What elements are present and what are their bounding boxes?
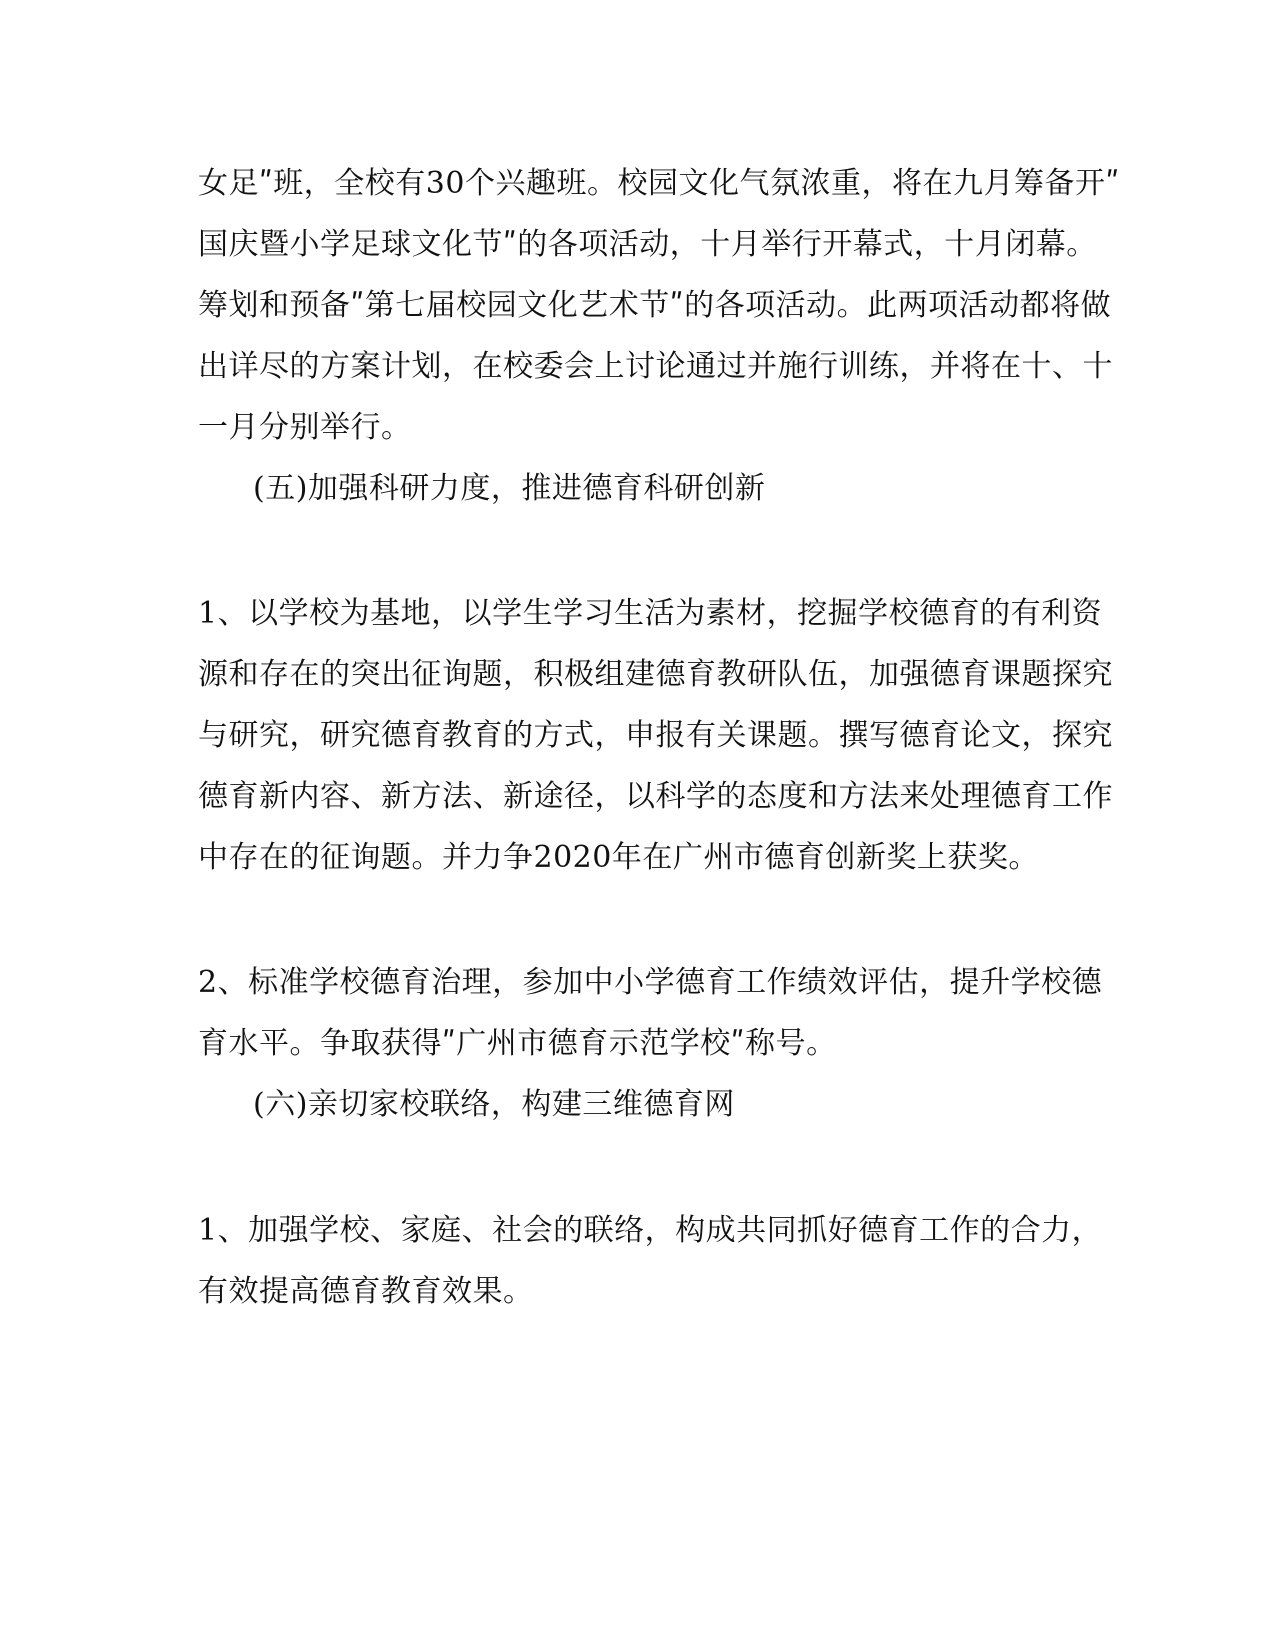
text-line: 筹划和预备ʺ第七届校园文化艺术节ʺ的各项活动。此两项活动都将做 <box>198 288 1112 323</box>
text-line: 有效提高德育教育效果。 <box>198 1274 534 1309</box>
text-line: 育水平。争取获得ʺ广州市德育示范学校ʺ称号。 <box>198 1026 837 1061</box>
section-heading: (六)亲切家校联络，构建三维德育网 <box>253 1087 735 1122</box>
text-line: 与研究，研究德育教育的方式，申报有关课题。撰写德育论文，探究 <box>198 718 1113 753</box>
section-heading: (五)加强科研力度，推进德育科研创新 <box>253 471 766 506</box>
text-line: 2、标准学校德育治理，参加中小学德育工作绩效评估，提升学校德 <box>198 965 1103 1000</box>
text-line: 国庆暨小学足球文化节ʺ的各项活动，十月举行开幕式，十月闭幕。 <box>198 227 1097 262</box>
text-line: 德育新内容、新方法、新途径，以科学的态度和方法来处理德育工作 <box>198 779 1113 814</box>
text-line: 出详尽的方案计划，在校委会上讨论通过并施行训练，并将在十、十 <box>198 349 1113 384</box>
text-line: 中存在的征询题。并力争2020年在广州市德育创新奖上获奖。 <box>198 840 1039 875</box>
text-line: 女足ʺ班，全校有30个兴趣班。校园文化气氛浓重，将在九月筹备开ʺ <box>198 166 1120 201</box>
text-line: 一月分别举行。 <box>198 410 412 445</box>
text-line: 源和存在的突出征询题，积极组建德育教研队伍，加强德育课题探究 <box>198 657 1113 692</box>
text-line: 1、加强学校、家庭、社会的联络，构成共同抓好德育工作的合力， <box>198 1213 1103 1248</box>
text-line: 1、以学校为基地，以学生学习生活为素材，挖掘学校德育的有利资 <box>198 596 1103 631</box>
